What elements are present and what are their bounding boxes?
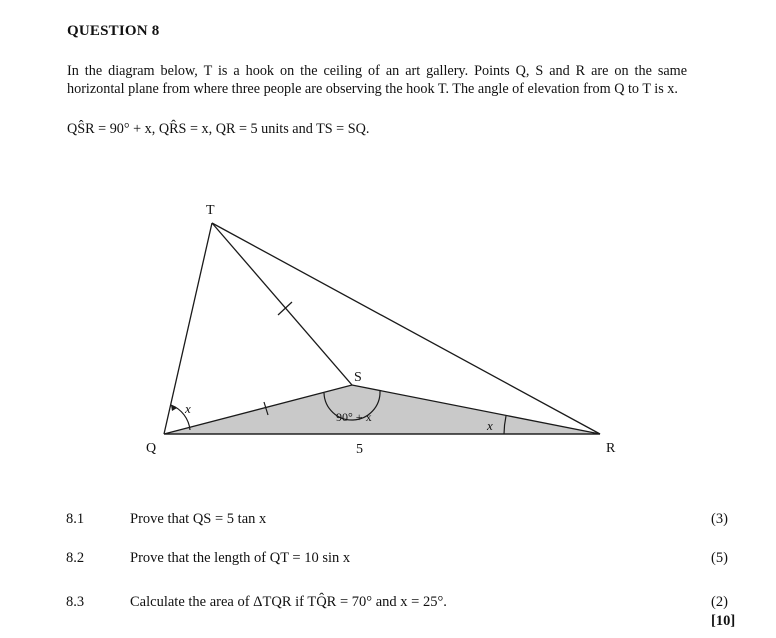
side-label-qr: 5 (356, 442, 363, 457)
angle-label-q: x (185, 401, 191, 416)
label-t: T (206, 203, 215, 218)
question-total-marks: [10] (711, 613, 736, 629)
subquestion-8-1 (0, 511, 776, 533)
label-r: R (606, 441, 616, 456)
shaded-triangle-qsr (164, 385, 600, 434)
subquestion-marks: (3) (711, 511, 728, 527)
subquestion-text: Prove that the length of QT = 10 sin x (130, 550, 351, 566)
subquestion-text: Calculate the area of ΔTQR if TQ̂R = 70° and x = 25°. (130, 594, 447, 610)
subquestion-marks: (5) (711, 550, 728, 566)
question-title: QUESTION 8 (67, 23, 160, 39)
subquestion-number: 8.3 (66, 594, 85, 610)
intro-text: In the diagram below, T is a hook on the ceiling of an art gallery. Points Q, S and R are on the same horizontal plane from where three people are observing the hook T. The angle of elevation from Q to T is x. (67, 63, 687, 97)
subquestion-8-3 (0, 594, 776, 616)
label-s: S (354, 370, 362, 385)
subquestion-number: 8.1 (66, 511, 85, 527)
subquestion-text: Prove that QS = 5 tan x (130, 511, 267, 527)
subquestion-8-2 (0, 550, 776, 572)
line-ts (212, 223, 352, 385)
subquestion-marks: (2) (711, 594, 728, 610)
given-conditions: QŜR = 90° + x, QR̂S = x, QR = 5 units and TS = SQ. (67, 121, 370, 137)
angle-label-r: x (487, 418, 493, 433)
label-q: Q (146, 441, 157, 456)
subquestion-number: 8.2 (66, 550, 85, 566)
angle-label-s: 90° + x (336, 410, 372, 424)
